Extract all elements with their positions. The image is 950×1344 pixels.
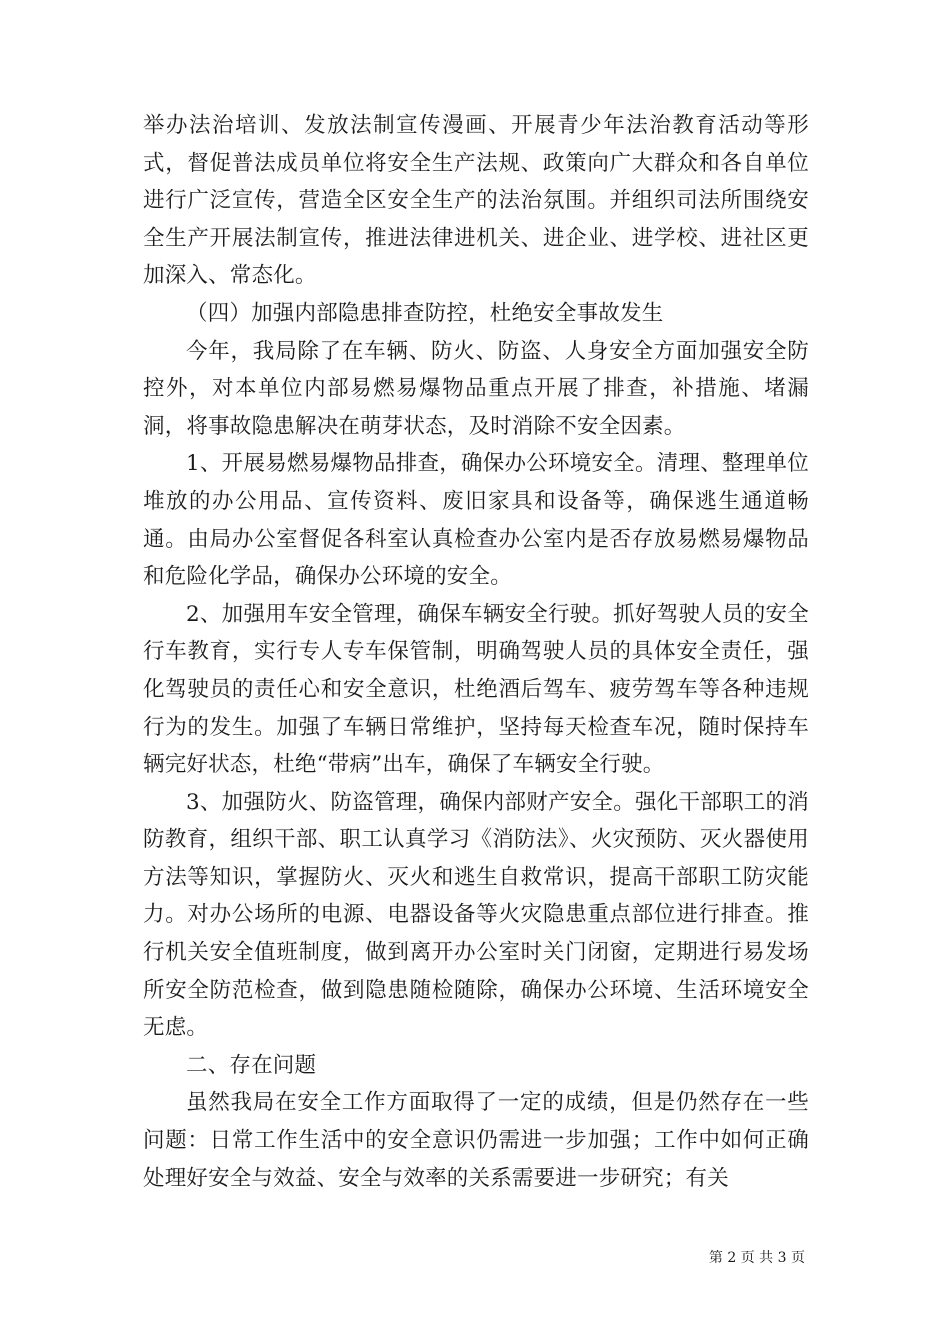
document-body: [143, 107, 809, 1197]
paragraph-1: 举办法治培训、发放法制宣传漫画、开展青少年法治教育活动等形式，督促普法成员单位将安全生产法规、政策向广大群众和各自单位进行广泛宣传，营造全区安全生产的法治氛围。并组织司法所围绕安全生产开展法制宣传，推进法律进机关、进企业、进学校、进社区更加深入、常态化。: [143, 113, 809, 289]
page-number-label: 第 2 页 共 3 页: [708, 1250, 805, 1266]
section-heading-2: 二、存在问题: [186, 1052, 317, 1078]
paragraph-item-1: 1、开展易燃易爆物品排查，确保办公环境安全。清理、整理单位堆放的办公用品、宣传资料、废旧家具和设备等，确保逃生通道畅通。由局办公室督促各科室认真检查办公室内是否存放易燃易爆物品和危险化学品，确保办公环境的安全。: [143, 451, 809, 590]
paragraph-item-3: 3、加强防火、防盗管理，确保内部财产安全。强化干部职工的消防教育，组织干部、职工认真学习《消防法》、火灾预防、灭火器使用方法等知识，掌握防火、灭火和逃生自救常识，提高干部职工防灾能力。对办公场所的电源、电器设备等火灾隐患重点部位进行排查。推行机关安全值班制度，做到离开办公室时关门闭窗，定期进行易发场所安全防范检查，做到隐患随检随除，确保办公环境、生活环境安全无虑。: [143, 789, 809, 1041]
paragraph-item-2: 2、加强用车安全管理，确保车辆安全行驶。抓好驾驶人员的安全行车教育，实行专人专车保管制，明确驾驶人员的具体安全责任，强化驾驶员的责任心和安全意识，杜绝酒后驾车、疲劳驾车等各种违规行为的发生。加强了车辆日常维护，坚持每天检查车况，随时保持车辆完好状态，杜绝“带病”出车，确保了车辆安全行驶。: [143, 601, 809, 778]
paragraph-problems: 虽然我局在安全工作方面取得了一定的成绩，但是仍然存在一些问题：日常工作生活中的安全意识仍需进一步加强；工作中如何正确处理好安全与效益、安全与效率的关系需要进一步研究；有关: [143, 1090, 809, 1191]
section-heading-4: （四）加强内部隐患排查防控，杜绝安全事故发生: [186, 300, 664, 326]
paragraph-2: 今年，我局除了在车辆、防火、防盗、人身安全方面加强安全防控外，对本单位内部易燃易爆物品重点开展了排查，补措施、堵漏洞，将事故隐患解决在萌芽状态，及时消除不安全因素。: [143, 338, 809, 439]
page-number-footer: [709, 1249, 805, 1267]
